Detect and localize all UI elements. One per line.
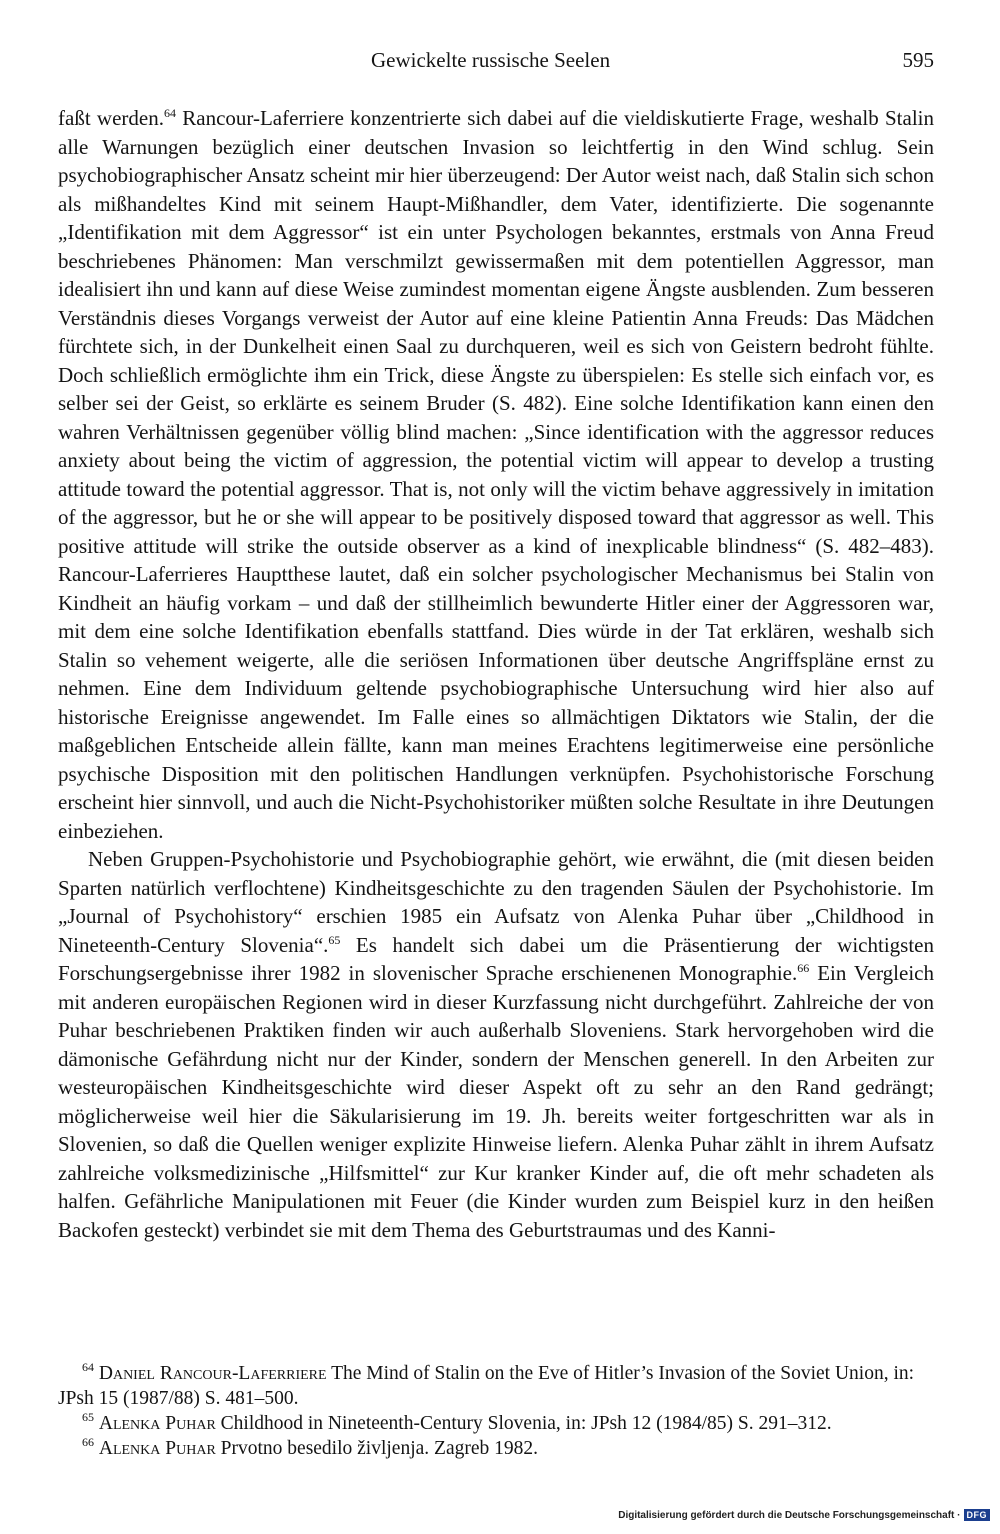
footnote-64	[58, 1361, 934, 1411]
paragraph-2-text-a: Neben Gruppen-Psychohistorie und Psychobiographie gehört, wie erwähnt, die (mit diesen beiden Sparten natürlich verflochtene) Kindheitsgeschichte zu den tragenden Säulen der Psychohistorie. Im „Journal of Psychohistory“ erschien 1985 ein Aufsatz von Alenka Puhar über „Childhood in Nineteenth-Century Slovenia“.	[58, 847, 934, 957]
paragraph-1-text-b: Rancour-Laferriere konzentrierte sich dabei auf die vieldiskutierte Frage, weshalb Stalin alle Warnungen bezüglich einer deutschen Invasion so leichtfertig in den Wind schlug. Sein psychobiographischer Ansatz scheint mir hier überzeugend: Der Autor weist nach, daß Stalin sich schon als mißhandeltes Kind mit seinem Haupt-Mißhandler, dem Vater, identifizierte. Die sogenannte „Identifikation mit dem Aggressor“ ist ein unter Psychologen bekanntes, erstmals von Anna Freud beschriebenes Phänomen: Man verschmilzt gewissermaßen mit dem potentiellen Aggressor, man idealisiert ihn und kann auf diese Weise zumindest momentan eigene Ängste ausblenden. Zum besseren Verständnis dieses Vorgangs verweist der Autor auf eine kleine Patientin Anna Freuds: Das Mädchen fürchtete sich, in der Dunkelheit einen Saal zu durchqueren, weil es sich von Geistern bedroht fühlte. Doch schließlich ermöglichte ihm ein Trick, diese Ängste zu überspielen: Es stelle sich einfach vor, es selber sei der Geist, so erklärte es seinem Bruder (S. 482). Eine solche Identifikation kann einen den wahren Verhältnissen gegenüber völlig blind machen: „Since identification with the aggressor reduces anxiety about being the victim of aggression, the potential victim will appear to develop a trusting attitude toward the potential aggressor. That is, not only will the victim behave aggressively in imitation of the aggressor, but he or she will appear to be positively disposed toward that aggressor as well. This positive attitude will strike the outside observer as a kind of inexplicable blindness“ (S. 482–483). Rancour-Laferrieres Hauptthese lautet, daß ein solcher psychologischer Mechanismus bei Stalin von Kindheit an häufig vorkam – und daß der stillheimlich bewunderte Hitler einer der Aggressoren war, mit dem eine solche Identifikation ebenfalls stattfand. Dies würde in der Tat erklären, weshalb sich Stalin so vehement weigerte, alle die seriösen Informationen über deutsche Angriffspläne ernst zu nehmen. Eine dem Individuum geltende psychobiographische Untersuchung wird hier also auf historische Ereignisse angewendet. Im Falle eines so allmächtigen Diktators wie Stalin, der die maßgeblichen Entscheide allein fällte, kann man meines Erachtens legitimerweise eine persönliche psychische Disposition mit den politischen Handlungen verknüpfen. Psychohistorische Forschung erscheint hier sinnvoll, und auch die Nicht-Psychohistoriker müßten solche Resultate in ihre Deutungen einbeziehen.	[58, 106, 934, 843]
paragraph-1-text-a: faßt werden.	[58, 106, 164, 130]
page-header	[58, 48, 934, 78]
footnote-ref-66[interactable]: 66	[797, 961, 810, 975]
paragraph-2-text-b: Es handelt sich dabei um die Präsentierung der wichtigsten Forschungsergebnisse ihrer 1982 in slovenischer Sprache erschienenen Monographie.	[58, 932, 934, 985]
main-text	[58, 104, 934, 1244]
running-title: Gewickelte russische Seelen	[371, 48, 611, 72]
footnote-number: 66	[82, 1435, 94, 1449]
footnote-author: Alenka Puhar	[98, 1413, 216, 1434]
footnote-65	[58, 1411, 934, 1436]
paragraph-2	[58, 845, 934, 1244]
footnote-number: 64	[82, 1360, 94, 1374]
footnote-author: Daniel Rancour-Laferriere	[98, 1363, 327, 1384]
footnotes	[58, 1361, 934, 1461]
paragraph-1	[58, 104, 934, 845]
paragraph-2-text-c: Ein Vergleich mit anderen europäischen Regionen wird in dieser Kurzfassung nicht durchgeführt. Zahlreiche der von Puhar beschriebenen Praktiken finden wir auch außerhalb Sloveniens. Stark hervorgehoben wird die dämonische Gefährdung nicht nur der Kinder, sondern der Menschen generell. In den Arbeiten zur westeuropäischen Kindheitsgeschichte wird dieser Aspekt oft zu sehr an den Rand gedrängt; möglicherweise weil hier die Säkularisierung im 19. Jh. bereits weiter fortgeschritten war als in Slovenien, so daß die Quellen weniger explizite Hinweise liefern. Alenka Puhar zählt in ihrem Aufsatz zahlreiche volksmedizinische „Hilfsmittel“ zur Kur kranker Kinder auf, die oft mehr schadeten als halfen. Gefährliche Manipulationen mit Feuer (die Kinder wurden zum Beispiel kurz in den heißen Backofen gesteckt) verbindet sie mit dem Thema des Geburtstraumas und des Kanni-	[58, 961, 934, 1242]
funding-notice	[618, 1509, 990, 1521]
footnote-number: 65	[82, 1410, 94, 1424]
footnote-ref-65[interactable]: 65	[328, 932, 341, 947]
footnote-ref-64[interactable]: 64	[163, 106, 176, 120]
footnote-66	[58, 1436, 934, 1461]
footnote-text: The Mind of Stalin on the Eve of Hitler’s Invasion of the Soviet Union, in: JPsh 15 (1987/88) S. 481–500.	[58, 1363, 915, 1409]
footnote-text: Childhood in Nineteenth-Century Slovenia, in: JPsh 12 (1984/85) S. 291–312.	[215, 1413, 832, 1434]
footnote-author: Alenka Puhar	[98, 1438, 216, 1459]
page-number: 595	[902, 48, 934, 72]
footnote-text: Prvotno besedilo življenja. Zagreb 1982.	[215, 1438, 538, 1459]
funding-text: Digitalisierung gefördert durch die Deutsche Forschungsgemeinschaft ·	[618, 1509, 961, 1521]
dfg-logo-icon: DFG	[964, 1509, 991, 1521]
